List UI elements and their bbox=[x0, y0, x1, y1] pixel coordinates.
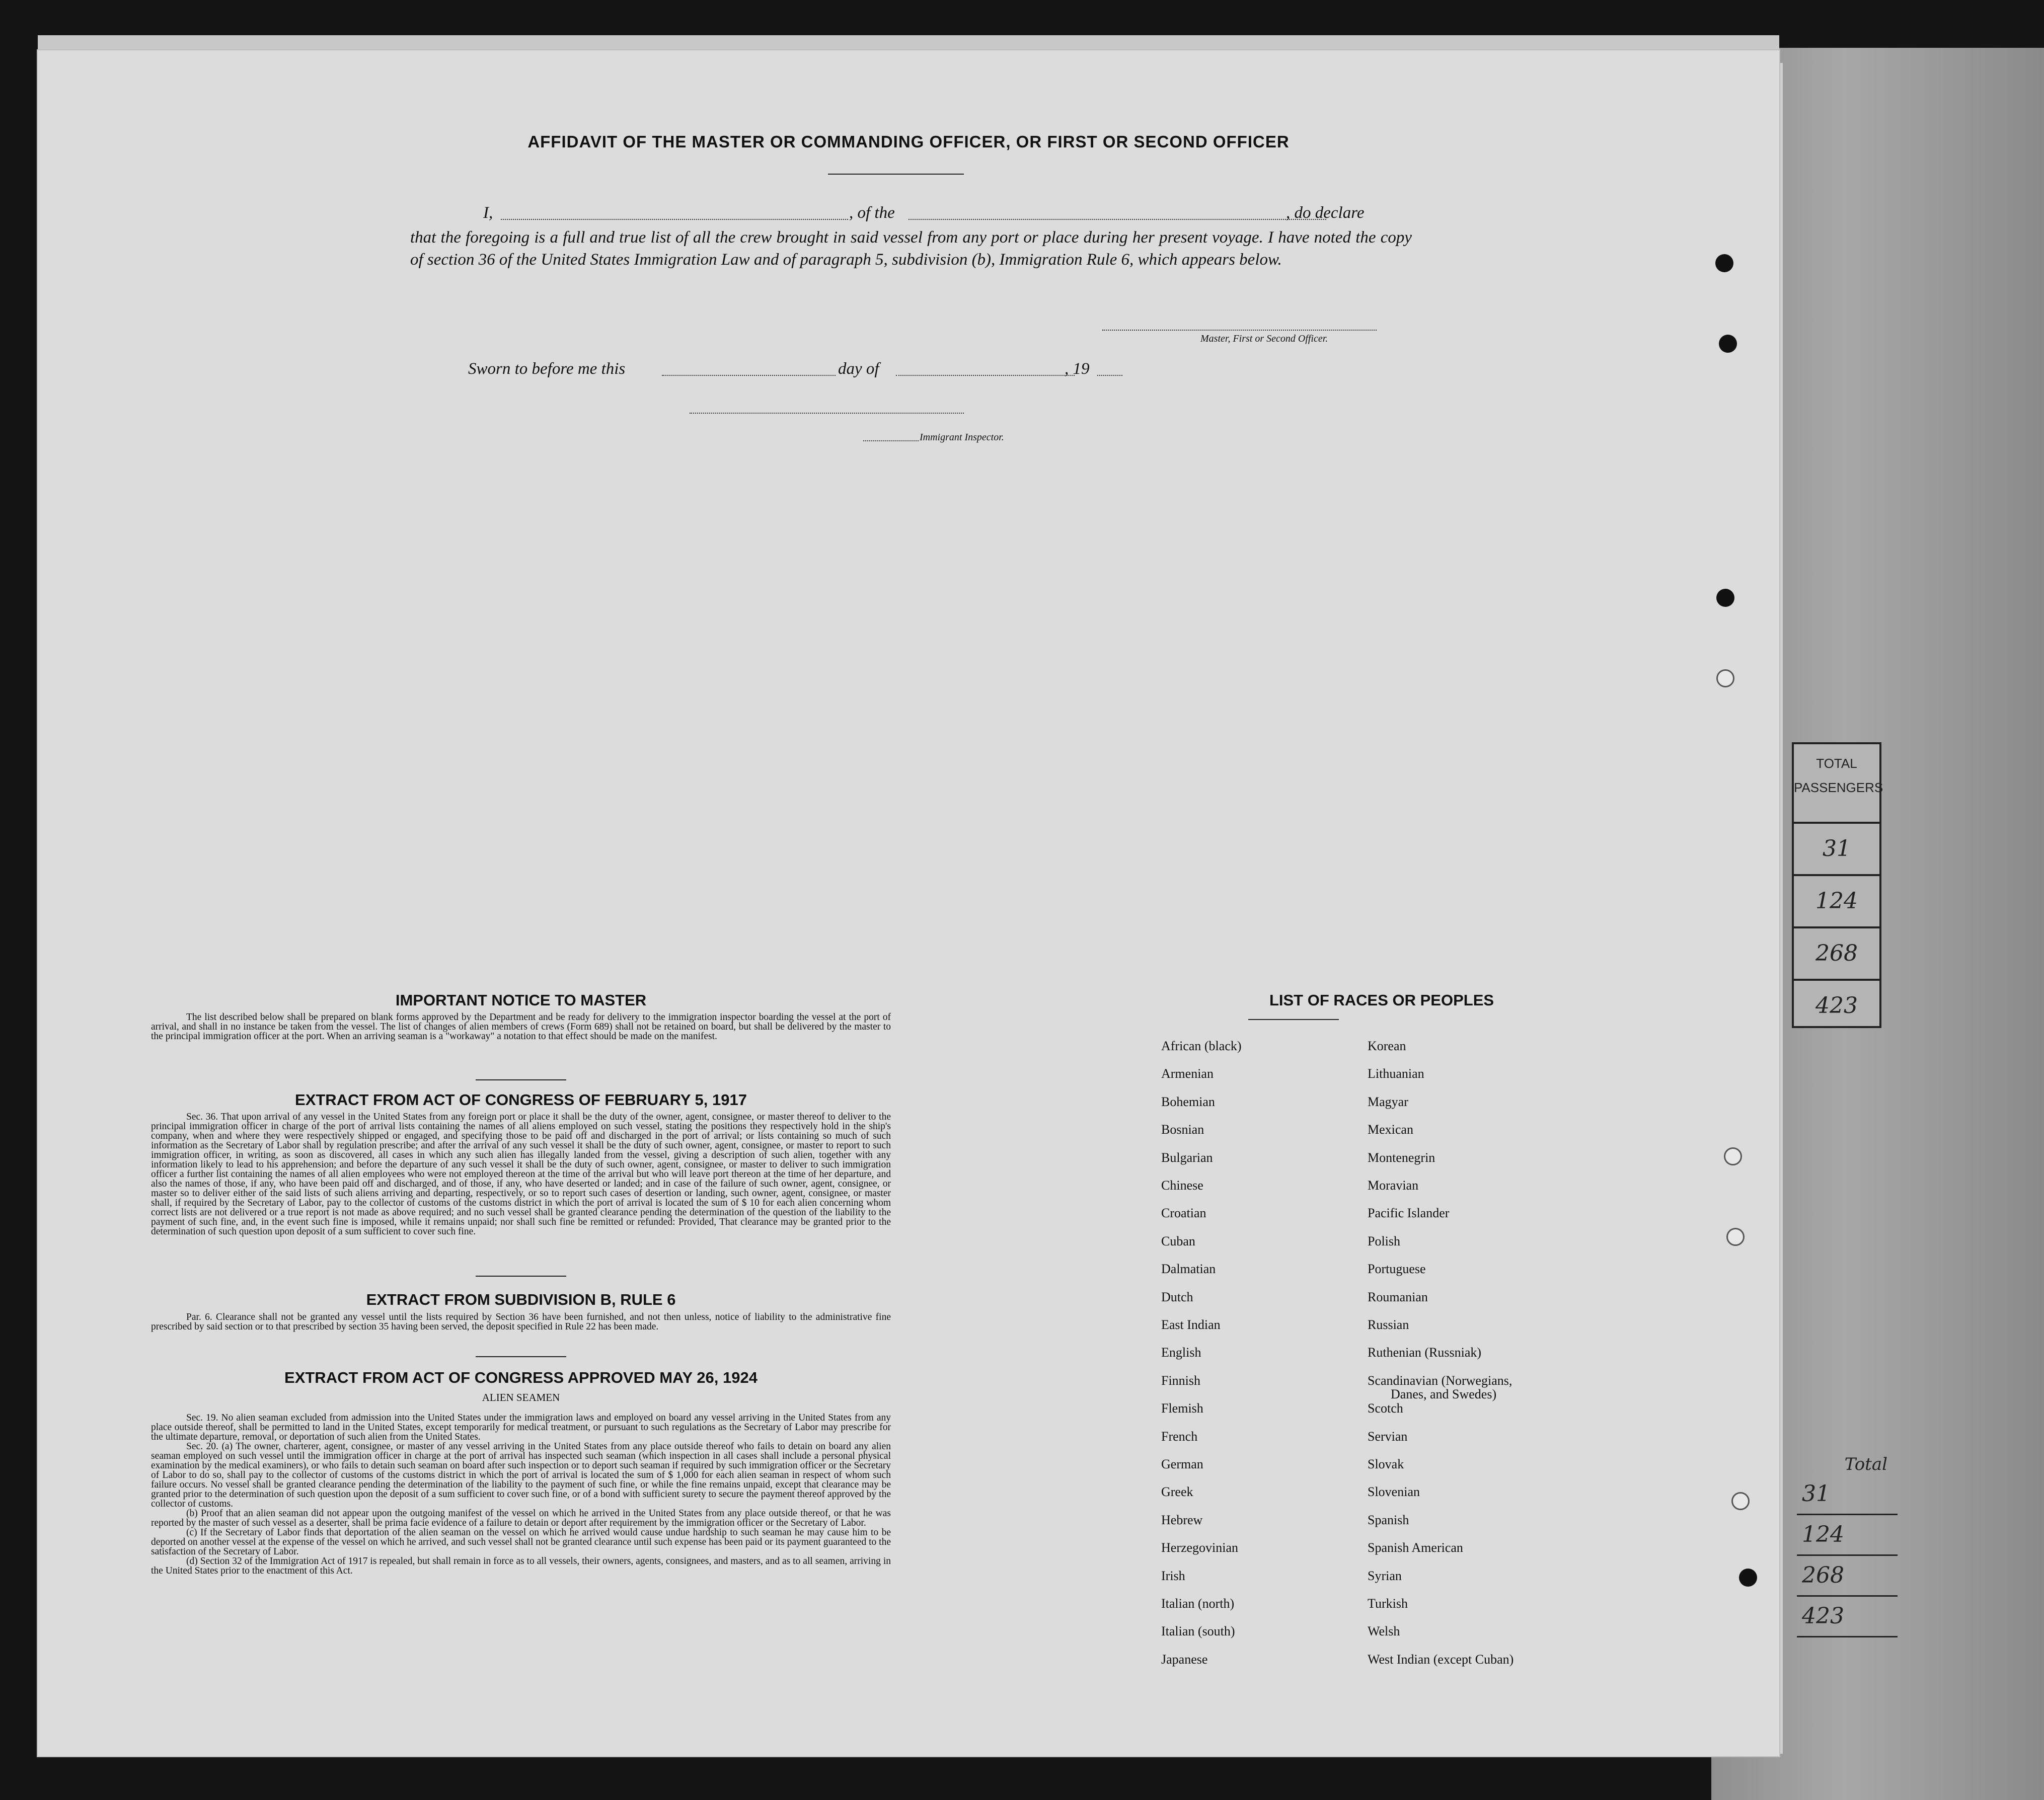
month-blank[interactable] bbox=[896, 375, 1075, 376]
race-item: Flemish bbox=[1161, 1401, 1203, 1416]
race-item: Roumanian bbox=[1368, 1289, 1428, 1304]
race-item: Scandinavian (Norwegians, bbox=[1368, 1373, 1512, 1388]
race-item: Japanese bbox=[1161, 1652, 1208, 1667]
table-header: TOTAL PASSENGERS bbox=[1794, 744, 1879, 824]
race-item: Magyar bbox=[1368, 1094, 1408, 1109]
race-item: Chinese bbox=[1161, 1178, 1203, 1193]
races-rule bbox=[1248, 1019, 1339, 1020]
table-cell: 31 bbox=[1794, 824, 1879, 876]
race-item: Danes, and Swedes) bbox=[1391, 1386, 1497, 1401]
punch-hole bbox=[1716, 589, 1734, 607]
year-blank[interactable] bbox=[1097, 375, 1122, 376]
punch-hole bbox=[1719, 335, 1737, 353]
extract-rule6-text: Par. 6. Clearance shall not be granted any vessel until the lists required by Section 36 have been furnished, and not then unless, notice of liability to the administrative fine prescribed by said section or to that prescribed by section 35 having been served, the deposit specified in Rule 22 has been made. bbox=[151, 1312, 891, 1332]
race-item: Bosnian bbox=[1161, 1122, 1204, 1137]
punch-hole bbox=[1739, 1569, 1757, 1587]
day-of-text: day of bbox=[838, 360, 879, 378]
punch-hole bbox=[1726, 1228, 1745, 1246]
race-item: Welsh bbox=[1368, 1624, 1400, 1639]
race-item: Moravian bbox=[1368, 1178, 1419, 1193]
race-item: Slovenian bbox=[1368, 1484, 1420, 1500]
race-item: Bulgarian bbox=[1161, 1150, 1213, 1165]
total-value: 268 bbox=[1797, 1556, 1898, 1597]
sworn-text: Sworn to before me this bbox=[468, 360, 626, 378]
total-label: Total bbox=[1844, 1454, 1887, 1474]
signature-blank[interactable] bbox=[1102, 330, 1377, 331]
race-item: Polish bbox=[1368, 1233, 1401, 1248]
race-item: Lithuanian bbox=[1368, 1066, 1424, 1081]
punch-hole bbox=[1724, 1147, 1742, 1165]
affidavit-i: I, bbox=[483, 204, 493, 222]
race-item: Servian bbox=[1368, 1429, 1408, 1444]
race-item: East Indian bbox=[1161, 1317, 1221, 1332]
affidavit-body: that the foregoing is a full and true list of all the crew brought in said vessel from any port or place during her present voyage. I have noted the copy of section 36 of the United States Immigration Law and of paragraph 5, subdivision (b), Immigration Rule 6, which appears below. bbox=[410, 228, 1412, 269]
race-item: Scotch bbox=[1368, 1401, 1403, 1416]
extract-1917-text: Sec. 36. That upon arrival of any vessel in the United States from any foreign port or place it shall be the duty of the owner, agent, consignee, or master thereof to deliver to the principal immigration officer in charge of the port of arrival lists containing the names of all aliens employed on such vessel, stating the positions they respectively hold in the ship's company, when and where they were respectively shipped or engaged, and specifying those to be paid off and discharged in the port of arrival; or lists containing so much of such information as the Secretary of Labor shall by regulation prescribe; and after the arrival of any such vessel it shall be the duty of such owner, agent, consignee, or master to report to such immigration officer, in writing, as soon as discovered, all cases in which any such alien has illegally landed from the vessel, giving a description of such alien, together with any information likely to lead to his apprehension; and before the departure of any such vessel it shall be the duty of such owner, agent, consignee, or master to deliver to such immigration officer a further list containing the names of all alien employees who were not employed thereon at the time of the arrival but who will leave port thereon at the time of her departure, and also the names of those, if any, who have been paid off and discharged, and of those, if any, who have deserted or landed; and in case of the failure of such owner, agent, consignee, or master so to deliver either of the said lists of such aliens arriving and departing, respectively, or so to report such cases of desertion or landing, such owner, agent, consignee, or master shall, if required by the Secretary of Labor, pay to the collector of customs of the customs district in which the port of arrival is located the sum of $ 10 for each alien concerning whom correct lists are not delivered or a true report is not made as above required; and no such vessel shall be granted clearance pending the determination of the question of the liability to the payment of such fine, and, in the event such fine is imposed, while it remains unpaid; nor shall such fine be remitted or refunded: Provided, That clearance may be granted prior to the determination of such question upon deposit of a sum sufficient to cover such fine. bbox=[151, 1112, 891, 1237]
signature-label: Master, First or Second Officer. bbox=[1200, 333, 1328, 344]
page-top-strip bbox=[38, 35, 1779, 51]
notice-title: IMPORTANT NOTICE TO MASTER bbox=[395, 991, 647, 1009]
handwritten-total bbox=[1797, 1454, 1898, 1637]
extract-1917-title: EXTRACT FROM ACT OF CONGRESS OF FEBRUARY 5, 1917 bbox=[295, 1091, 747, 1109]
table-cell: 268 bbox=[1794, 928, 1879, 981]
extract-1924-text: Sec. 19. No alien seaman excluded from admission into the United States under the immigration laws and employed on board any vessel arriving in the United States from any place outside thereof, shall be permitted to land in the United States, except temporarily for medical treatment, or pursuant to such regulations as the Secretary of Labor may prescribe for the ultimate departure, removal, or deportation of such alien from the United States. Sec. 20. (a) The owner, charterer, agent, consignee, or master of any vessel arriving in the United States from any place outside thereof who fails to detain on board any alien seaman employed on such vessel until the immigration officer in charge at the port of arrival has inspected such seaman (which inspection in all cases shall include a personal physical examination by the medical examiners), or who fails to detain such seaman on board after such inspection or to deport such seaman if required by such immigration officer or the Secretary of Labor to do so, shall pay to the collector of customs of the customs district in which the port of arrival is located the sum of $ 1,000 for each alien seaman in respect of whom such failure occurs. No vessel shall be granted clearance pending the determination of the liability to the payment of such fine, or while the fine remains unpaid, except that clearance may be granted prior to the determination of such question upon the deposit of a sum sufficient to cover such fine, or of a bond with sufficient surety to secure the payment thereof approved by the collector of customs. (b) Proof that an alien seaman did not appear upon the outgoing manifest of the vessel on which he arrived in the United States from any place outside thereof, or that he was reported by the master of such vessel as a deserter, shall be prima facie evidence of a failure to detain or deport after requirement by the immigration officer or the Secretary of Labor. (c) If the Secretary of Labor finds that deportation of the alien seaman on the vessel on which he arrived would cause undue hardship to such seaman he may cause him to be deported on another vessel at the expense of the vessel on which he arrived, and such vessel shall not be granted clearance until such expense has been paid or its payment guaranteed to the satisfaction of the Secretary of Labor. (d) Section 32 of the Immigration Act of 1917 is repealed, but shall remain in force as to all vessels, their owners, agents, consignees, and masters, and as to all seamen, arriving in the United States prior to the enactment of this Act. bbox=[151, 1413, 891, 1576]
race-item: Spanish American bbox=[1368, 1540, 1463, 1555]
section-rule bbox=[476, 1079, 566, 1080]
affidavit-do-declare: , do declare bbox=[1286, 204, 1365, 222]
total-value: 31 bbox=[1797, 1474, 1898, 1515]
race-item: Montenegrin bbox=[1368, 1150, 1435, 1165]
inspector-blank[interactable] bbox=[690, 413, 964, 414]
manifest-page bbox=[38, 50, 1779, 1756]
section-rule bbox=[476, 1276, 566, 1277]
race-item: English bbox=[1161, 1345, 1201, 1360]
race-item: Hebrew bbox=[1161, 1512, 1203, 1527]
race-item: Russian bbox=[1368, 1317, 1409, 1332]
race-item: Ruthenian (Russniak) bbox=[1368, 1345, 1482, 1360]
race-item: Italian (north) bbox=[1161, 1596, 1235, 1611]
race-item: Dalmatian bbox=[1161, 1262, 1216, 1277]
name-blank[interactable] bbox=[501, 219, 848, 220]
race-item: Herzegovinian bbox=[1161, 1540, 1239, 1555]
race-item: Armenian bbox=[1161, 1066, 1214, 1081]
table-cell: 124 bbox=[1794, 876, 1879, 928]
notice-text: The list described below shall be prepared on blank forms approved by the Department and be ready for delivery to the immigration inspector boarding the vessel at the port of arrival, and shall in no instance be taken from the vessel. The list of changes of alien members of crews (Form 689) shall not be retained on board, but shall be delivered by the master to the principal immigration officer at the port. When an arriving seaman is a "workaway" a notation to that effect should be made on the manifest. bbox=[151, 1012, 891, 1042]
inspector-label: Immigrant Inspector. bbox=[920, 432, 1004, 443]
race-item: Portuguese bbox=[1368, 1262, 1426, 1277]
race-item: Syrian bbox=[1368, 1568, 1402, 1583]
race-item: French bbox=[1161, 1429, 1198, 1444]
race-item: Mexican bbox=[1368, 1122, 1413, 1137]
race-item: Turkish bbox=[1368, 1596, 1408, 1611]
title-rule bbox=[828, 174, 964, 175]
race-item: Greek bbox=[1161, 1484, 1193, 1500]
punch-hole bbox=[1716, 669, 1734, 687]
race-item: Croatian bbox=[1161, 1206, 1206, 1221]
race-item: Irish bbox=[1161, 1568, 1185, 1583]
punch-hole bbox=[1731, 1492, 1750, 1510]
race-item: German bbox=[1161, 1457, 1203, 1471]
punch-hole bbox=[1715, 254, 1733, 272]
race-item: Korean bbox=[1368, 1039, 1406, 1053]
table-cell: 423 bbox=[1815, 993, 1858, 1019]
race-item: Italian (south) bbox=[1161, 1624, 1235, 1639]
race-item: Dutch bbox=[1161, 1289, 1193, 1304]
year-text: , 19 bbox=[1065, 360, 1090, 378]
race-item: Spanish bbox=[1368, 1512, 1409, 1527]
race-item: Bohemian bbox=[1161, 1094, 1215, 1109]
race-item: Pacific Islander bbox=[1368, 1206, 1450, 1221]
affidavit-title: AFFIDAVIT OF THE MASTER OR COMMANDING OFFICER, OR FIRST OR SECOND OFFICER bbox=[527, 132, 1290, 151]
alien-seamen-subtitle: ALIEN SEAMEN bbox=[482, 1391, 560, 1403]
extract-rule6-title: EXTRACT FROM SUBDIVISION B, RULE 6 bbox=[366, 1291, 676, 1308]
extract-1924-title: EXTRACT FROM ACT OF CONGRESS APPROVED MAY 26, 1924 bbox=[284, 1369, 758, 1386]
inspector-lead-dots bbox=[863, 440, 919, 441]
race-item: African (black) bbox=[1161, 1039, 1242, 1053]
section-rule bbox=[476, 1356, 566, 1357]
race-item: Slovak bbox=[1368, 1457, 1404, 1471]
total-value: 423 bbox=[1797, 1597, 1898, 1637]
race-item: Finnish bbox=[1161, 1373, 1201, 1388]
affidavit-of-the: , of the bbox=[849, 204, 895, 222]
vessel-blank[interactable] bbox=[909, 219, 1326, 220]
day-blank[interactable] bbox=[662, 375, 836, 376]
races-title: LIST OF RACES OR PEOPLES bbox=[1269, 991, 1494, 1009]
total-value: 124 bbox=[1797, 1515, 1898, 1556]
total-passengers-table bbox=[1792, 742, 1881, 1028]
race-item: West Indian (except Cuban) bbox=[1368, 1652, 1514, 1667]
race-item: Cuban bbox=[1161, 1233, 1195, 1248]
